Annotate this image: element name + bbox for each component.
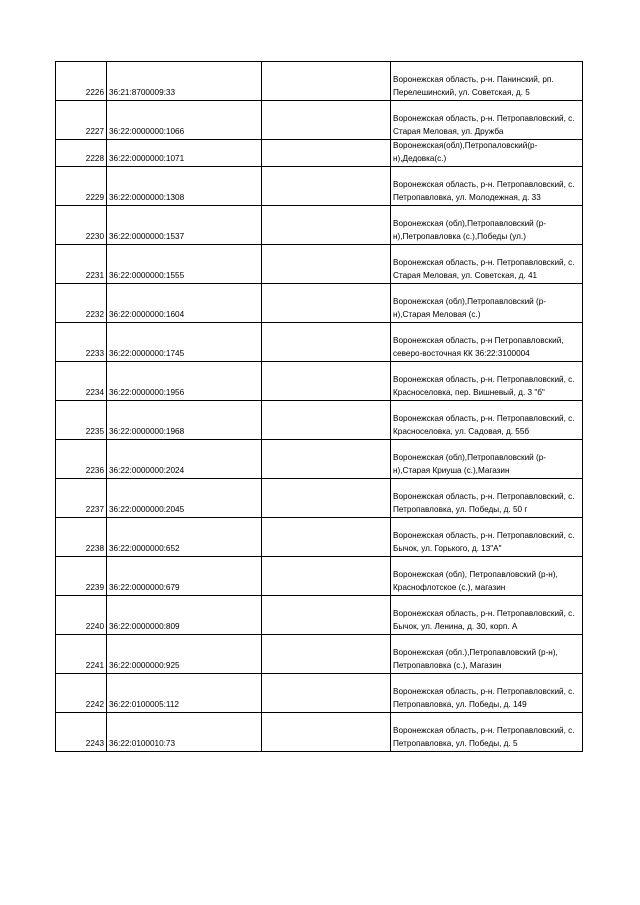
row-number: 2231	[56, 244, 107, 283]
cadastral-number: 36:22:0100010:73	[107, 712, 262, 751]
table-row	[56, 439, 583, 478]
cadastral-number: 36:22:0100005:112	[107, 673, 262, 712]
cadastral-number: 36:22:0000000:1604	[107, 283, 262, 322]
row-number: 2235	[56, 400, 107, 439]
row-number: 2233	[56, 322, 107, 361]
address: Воронежская (обл),Петропавловский (р-н),Старая Криуша (с.),Магазин	[391, 439, 583, 478]
table-row	[56, 712, 583, 751]
table-row	[56, 62, 583, 101]
empty-cell	[262, 205, 391, 244]
cadastral-number: 36:22:0000000:1308	[107, 166, 262, 205]
registry-table	[55, 61, 583, 752]
empty-cell	[262, 478, 391, 517]
row-number: 2227	[56, 101, 107, 140]
address: Воронежская область, р-н. Петропавловский, с. Петропавловка, ул. Молодежная, д. 33	[391, 166, 583, 205]
address: Воронежская (обл.),Петропавловский (р-н), Петропавловка (с.), Магазин	[391, 634, 583, 673]
row-number: 2243	[56, 712, 107, 751]
address: Воронежская область, р-н. Петропавловский, с. Старая Меловая, ул. Советская, д. 41	[391, 244, 583, 283]
address: Воронежская область, р-н. Петропавловский, с. Красноселовка, ул. Садовая, д. 55б	[391, 400, 583, 439]
cadastral-number: 36:22:0000000:679	[107, 556, 262, 595]
row-number: 2226	[56, 62, 107, 101]
address: Воронежская (обл), Петропавловский (р-н), Краснофлотское (с.), магазин	[391, 556, 583, 595]
cadastral-number: 36:21:8700009:33	[107, 62, 262, 101]
table-row	[56, 244, 583, 283]
row-number: 2232	[56, 283, 107, 322]
table-row	[56, 361, 583, 400]
cadastral-number: 36:22:0000000:1537	[107, 205, 262, 244]
empty-cell	[262, 361, 391, 400]
row-number: 2242	[56, 673, 107, 712]
address: Воронежская (обл),Петропавловский (р-н),Петропавловка (с.),Победы (ул.)	[391, 205, 583, 244]
empty-cell	[262, 673, 391, 712]
cadastral-number: 36:22:0000000:1968	[107, 400, 262, 439]
registry-table-body	[56, 62, 583, 752]
row-number: 2230	[56, 205, 107, 244]
address: Воронежская (обл),Петропавловский (р-н),Старая Меловая (с.)	[391, 283, 583, 322]
table-row	[56, 478, 583, 517]
table-row	[56, 101, 583, 140]
address: Воронежская область, р-н. Петропавловский, с. Петропавловка, ул. Победы, д. 50 г	[391, 478, 583, 517]
table-row	[56, 673, 583, 712]
row-number: 2239	[56, 556, 107, 595]
table-row	[56, 283, 583, 322]
empty-cell	[262, 244, 391, 283]
table-row	[56, 595, 583, 634]
row-number: 2241	[56, 634, 107, 673]
table-row	[56, 140, 583, 167]
cadastral-number: 36:22:0000000:809	[107, 595, 262, 634]
cadastral-number: 36:22:0000000:1956	[107, 361, 262, 400]
cadastral-number: 36:22:0000000:1071	[107, 140, 262, 167]
table-row	[56, 205, 583, 244]
address: Воронежская область, р-н. Петропавловский, с. Бычок, ул. Горького, д. 13"А"	[391, 517, 583, 556]
table-row	[56, 400, 583, 439]
empty-cell	[262, 400, 391, 439]
row-number: 2238	[56, 517, 107, 556]
cadastral-number: 36:22:0000000:2045	[107, 478, 262, 517]
row-number: 2229	[56, 166, 107, 205]
empty-cell	[262, 283, 391, 322]
row-number: 2228	[56, 140, 107, 167]
empty-cell	[262, 62, 391, 101]
table-row	[56, 634, 583, 673]
cadastral-number: 36:22:0000000:1555	[107, 244, 262, 283]
empty-cell	[262, 595, 391, 634]
row-number: 2236	[56, 439, 107, 478]
empty-cell	[262, 101, 391, 140]
row-number: 2234	[56, 361, 107, 400]
empty-cell	[262, 166, 391, 205]
address: Воронежская область, р-н. Петропавловский, с. Петропавловка, ул. Победы, д. 5	[391, 712, 583, 751]
empty-cell	[262, 556, 391, 595]
cadastral-number: 36:22:0000000:2024	[107, 439, 262, 478]
empty-cell	[262, 517, 391, 556]
row-number: 2240	[56, 595, 107, 634]
address: Воронежская область, р-н. Петропавловский, с. Красноселовка, пер. Вишневый, д. 3 "б"	[391, 361, 583, 400]
address: Воронежская область, р-н Петропавловский, северо-восточная КК 36:22:3100004	[391, 322, 583, 361]
empty-cell	[262, 439, 391, 478]
table-row	[56, 517, 583, 556]
empty-cell	[262, 712, 391, 751]
address: Воронежская(обл),Петропаловский(р-н),Дедовка(с.)	[391, 140, 583, 167]
table-row	[56, 322, 583, 361]
address: Воронежская область, р-н. Петропавловский, с. Бычок, ул. Ленина, д. 30, корп. А	[391, 595, 583, 634]
empty-cell	[262, 322, 391, 361]
cadastral-number: 36:22:0000000:925	[107, 634, 262, 673]
empty-cell	[262, 140, 391, 167]
address: Воронежская область, р-н. Петропавловский, с. Старая Меловая, ул. Дружба	[391, 101, 583, 140]
table-row	[56, 556, 583, 595]
cadastral-number: 36:22:0000000:1745	[107, 322, 262, 361]
address: Воронежская область, р-н. Петропавловский, с. Петропавловка, ул. Победы, д. 149	[391, 673, 583, 712]
cadastral-number: 36:22:0000000:1066	[107, 101, 262, 140]
empty-cell	[262, 634, 391, 673]
address: Воронежская область, р-н. Панинский, рп. Перелешинский, ул. Советская, д. 5	[391, 62, 583, 101]
table-row	[56, 166, 583, 205]
cadastral-number: 36:22:0000000:652	[107, 517, 262, 556]
row-number: 2237	[56, 478, 107, 517]
